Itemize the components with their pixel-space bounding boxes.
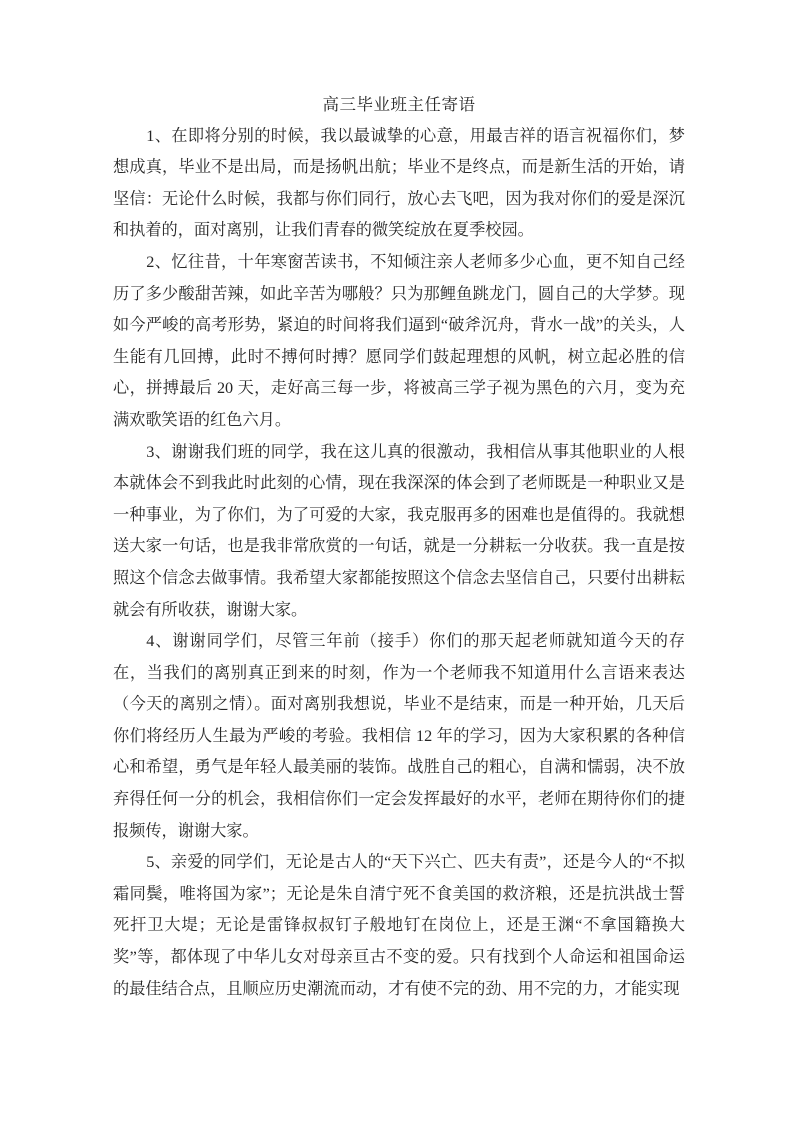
paragraph-5: 5、亲爱的同学们，无论是古人的“天下兴亡、匹夫有责”，还是今人的“不拟霜同鬓，唯将国为家”；无论是朱自清宁死不食美国的救济粮，还是抗洪战士誓死扞卫大堤；无论是雷锋叔叔钉子般地钉在岗位上，还是王渊“不拿国籍换大奖”等，都体现了中华儿女对母亲亘古不变的爱。只有找到个人命运和祖国命运的最佳结合点，且顺应历史潮流而动，才有使不完的劲、用不完的力，才能实现 <box>113 853 685 998</box>
paragraph-2: 2、忆往昔，十年寒窗苦读书，不知倾注亲人老师多少心血，更不知自己经历了多少酸甜苦辣，如此辛苦为哪般？只为那鲤鱼跳龙门，圆自己的大学梦。现如今严峻的高考形势，紧迫的时间将我们逼到“破斧沉舟，背水一战”的关头，人生能有几回搏，此时不搏何时搏？愿同学们鼓起理想的风帆，树立起必胜的信心，拼搏最后 20 天，走好高三每一步，将被高三学子视为黑色的六月，变为充满欢歌笑语的红色六月。 <box>113 252 685 429</box>
paragraph-3: 3、谢谢我们班的同学，我在这儿真的很激动，我相信从事其他职业的人根本就体会不到我此时此刻的心情，现在我深深的体会到了老师既是一种职业又是一种事业，为了你们，为了可爱的大家，我克服再多的困难也是值得的。我就想送大家一句话，也是我非常欣赏的一句话，就是一分耕耘一分收获。我一直是按照这个信念去做事情。我希望大家都能按照这个信念去坚信自己，只要付出耕耘就会有所收获，谢谢大家。 <box>113 442 685 619</box>
paragraph-4: 4、谢谢同学们，尽管三年前（接手）你们的那天起老师就知道今天的存在，当我们的离别真正到来的时刻，作为一个老师我不知道用什么言语来表达（今天的离别之情）。面对离别我想说，毕业不是结束，而是一种开始，几天后你们将经历人生最为严峻的考验。我相信 12 年的学习，因为大家积累的各种信心和希望，勇气是年轻人最美丽的装饰。战胜自己的粗心，自满和懦弱，决不放弃得任何一分的机会，我相信你们一定会发挥最好的水平，老师在期待你们的捷报频传，谢谢大家。 <box>113 632 685 840</box>
paragraph-1: 1、在即将分别的时候，我以最诚挚的心意，用最吉祥的语言祝福你们，梦想成真，毕业不是出局，而是扬帆出航；毕业不是终点，而是新生活的开始，请坚信：无论什么时候，我都与你们同行，放心去飞吧，因为我对你们的爱是深沉和执着的，面对离别，让我们青春的微笑绽放在夏季校园。 <box>113 126 685 240</box>
document-title: 高三毕业班主任寄语 <box>322 95 476 114</box>
